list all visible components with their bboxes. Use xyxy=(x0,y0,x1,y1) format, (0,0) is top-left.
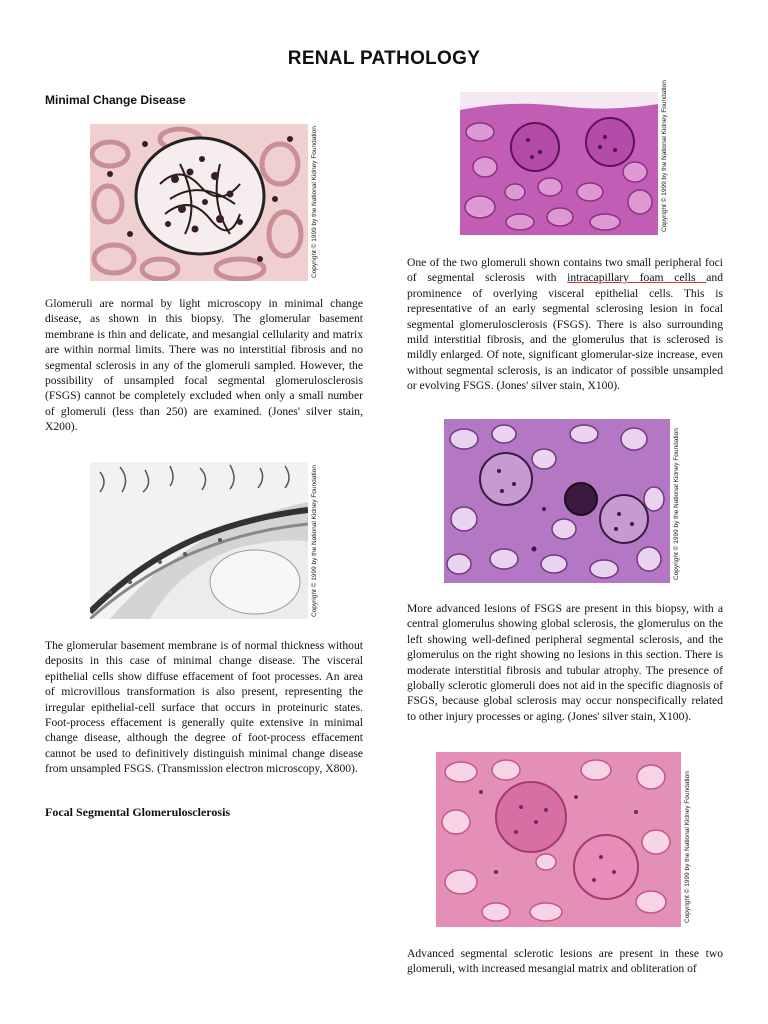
paragraph-fsgs-early xyxy=(407,255,723,394)
copyright-caption-2: Copyright © 1999 by the National Kidney Foundation xyxy=(311,465,318,617)
underlined-foam-cells: intracapillary foam cells xyxy=(567,271,707,285)
micrograph-electron xyxy=(90,462,308,619)
paragraph-fsgs-advanced: More advanced lesions of FSGS are present in this biopsy, with a central glomerulus showing global sclerosis, the glomerulus on the left showing well-defined peripheral segmental sclerosis, and the glomerulus on the right showing no lesions in this section. There is moderate interstitial fibrosis and tubular atrophy. The presence of globally sclerotic glomeruli does not aid in the specific diagnosis of FSGS, because global sclerosis may occur nonspecifically related to other injury processes or aging. (Jones' silver stain, X100). xyxy=(407,602,723,723)
section-heading-minimal-change: Minimal Change Disease xyxy=(45,93,186,107)
micrograph-advanced-fsgs xyxy=(444,419,670,583)
copyright-caption-4: Copyright © 1999 by the National Kidney Foundation xyxy=(673,428,680,580)
section-heading-fsgs: Focal Segmental Glomerulosclerosis xyxy=(45,805,231,819)
paragraph-fsgs-early-part2: and prominence of overlying visceral epithelial cells. This is representative of an early segmental sclerosing lesion in focal segmental glomerulosclerosis (FSGS). There is also surrounding mild interstitial fibrosis, and the glomerulus that is sclerosed is mildly enlarged. Of note, significant glomerular-size increase, even without segmental sclerosis, is an indicator of possible unsampled or evolving FSGS. (Jones' silver stain, X100). xyxy=(407,271,723,393)
micrograph-silver-glomerulus xyxy=(90,124,308,281)
paragraph-mcd-light-microscopy: Glomeruli are normal by light microscopy in minimal change disease, as shown in this biopsy. The glomerular basement membrane is thin and delicate, and mesangial cellularity and matrix are within normal limits. There was no interstitial fibrosis and no segmental sclerosis in any of the glomeruli sampled. However, the possibility of unsampled focal segmental glomerulosclerosis (FSGS) cannot be completely excluded when only a small number of glomeruli (less than 250) are examined. (Jones' silver stain, X200). xyxy=(45,297,363,434)
paragraph-fsgs-segmental: Advanced segmental sclerotic lesions are present in these two glomeruli, with increased mesangial matrix and obliteration of xyxy=(407,947,723,976)
copyright-caption-1: Copyright © 1999 by the National Kidney Foundation xyxy=(311,126,318,278)
paragraph-fsgs-early-part1: One of the two glomeruli shown contains two small peripheral foci of segmental sclerosis with xyxy=(407,256,723,285)
copyright-caption-3: Copyright © 1999 by the National Kidney Foundation xyxy=(661,80,668,232)
micrograph-early-fsgs xyxy=(460,92,658,235)
paragraph-mcd-electron-microscopy: The glomerular basement membrane is of normal thickness without deposits in this case of minimal change disease. The visceral epithelial cells show diffuse effacement of foot processes. An area of microvillous transformation is also present, representing the irregular epithelial-cell surface that occurs in proteinuric states. Foot-process effacement is generally quite extensive in minimal change disease, although the degree of foot-process effacement cannot be used to definitively distinguish minimal change disease from unsampled FSGS. (Transmission electron microscopy, X800). xyxy=(45,639,363,776)
page-title: RENAL PATHOLOGY xyxy=(287,48,481,69)
copyright-caption-5: Copyright © 1999 by the National Kidney Foundation xyxy=(684,771,691,923)
micrograph-segmental-sclerosis xyxy=(436,752,681,927)
